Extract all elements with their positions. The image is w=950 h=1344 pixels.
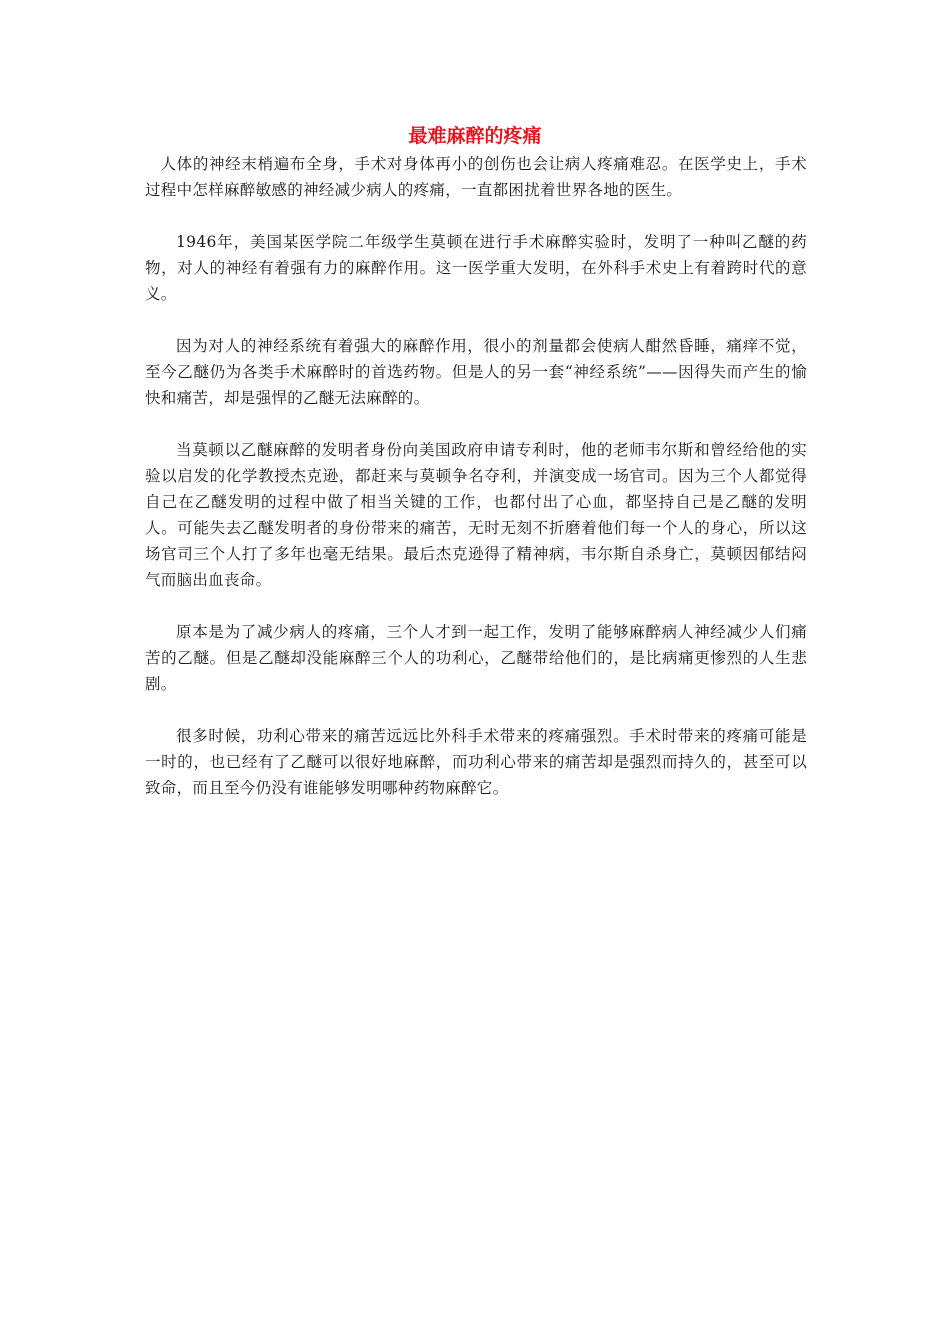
paragraph-5: 原本是为了减少病人的疼痛，三个人才到一起工作，发明了能够麻醉病人神经减少人们痛苦的乙醚。但是乙醚却没能麻醉三个人的功利心，乙醚带给他们的，是比病痛更惨烈的人生悲剧。 [145,623,807,693]
paragraph-1: 人体的神经末梢遍布全身，手术对身体再小的创伤也会让病人疼痛难忍。在医学史上，手术过程中怎样麻醉敏感的神经减少病人的疼痛，一直都困扰着世界各地的医生。 [145,155,807,199]
paragraph-2: 1946年，美国某医学院二年级学生莫顿在进行手术麻醉实验时，发明了一种叫乙醚的药物，对人的神经有着强有力的麻醉作用。这一医学重大发明，在外科手术史上有着跨时代的意义。 [145,233,807,303]
paragraph-6: 很多时候，功利心带来的痛苦远远比外科手术带来的疼痛强烈。手术时带来的疼痛可能是一时的，也已经有了乙醚可以很好地麻醉，而功利心带来的痛苦却是强烈而持久的，甚至可以致命，而且至今仍没有谁能够发明哪种药物麻醉它。 [145,727,807,797]
document-title: 最难麻醉的疼痛 [408,125,542,147]
paragraph-3: 因为对人的神经系统有着强大的麻醉作用，很小的剂量都会使病人酣然昏睡，痛痒不觉，至今乙醚仍为各类手术麻醉时的首选药物。但是人的另一套“神经系统”——因得失而产生的愉快和痛苦，却是强悍的乙醚无法麻醉的。 [145,337,807,407]
document-body [145,151,807,801]
paragraph-4: 当莫顿以乙醚麻醉的发明者身份向美国政府申请专利时，他的老师韦尔斯和曾经给他的实验以启发的化学教授杰克逊，都赶来与莫顿争名夺利，并演变成一场官司。因为三个人都觉得自己在乙醚发明的过程中做了相当关键的工作，也都付出了心血，都坚持自己是乙醚的发明人。可能失去乙醚发明者的身份带来的痛苦，无时无刻不折磨着他们每一个人的身心，所以这场官司三个人打了多年也毫无结果。最后杰克逊得了精神病，韦尔斯自杀身亡，莫顿因郁结闷气而脑出血丧命。 [145,441,807,589]
